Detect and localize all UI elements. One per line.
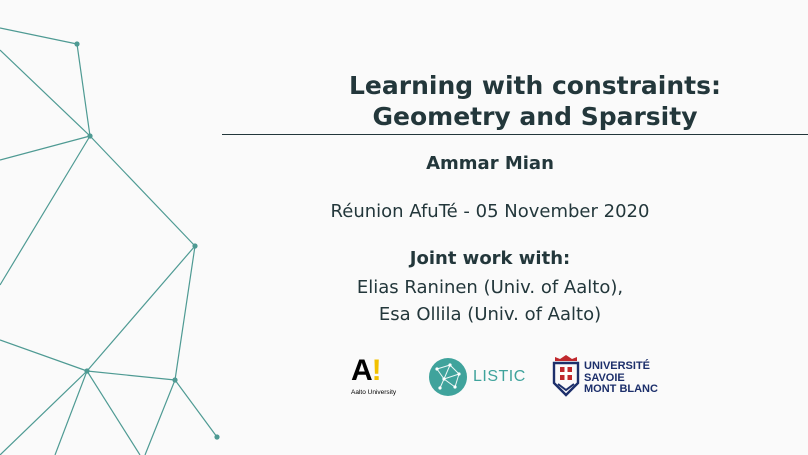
event-info: Réunion AfuTé - 05 November 2020 bbox=[330, 201, 650, 222]
network-edge bbox=[90, 136, 195, 246]
network-edge bbox=[77, 44, 90, 136]
title-rule bbox=[222, 134, 808, 135]
network-node bbox=[84, 368, 89, 373]
network-edge bbox=[0, 136, 90, 285]
network-edge bbox=[0, 50, 90, 136]
network-node bbox=[192, 243, 197, 248]
title-line-2: Geometry and Sparsity bbox=[372, 102, 698, 131]
title-line-1: Learning with constraints: bbox=[349, 71, 721, 100]
network-node bbox=[74, 41, 79, 46]
aalto-logo bbox=[351, 356, 399, 398]
collaborator-2: Esa Ollila (Univ. of Aalto) bbox=[378, 304, 602, 325]
aalto-logo-caption: Aalto University bbox=[351, 389, 397, 396]
author-name: Ammar Mian bbox=[426, 153, 554, 174]
network-edge bbox=[0, 340, 87, 371]
network-edge bbox=[145, 380, 175, 455]
network-edge bbox=[0, 371, 87, 455]
usmb-logo bbox=[552, 355, 672, 399]
network-edge bbox=[87, 371, 140, 455]
network-edge bbox=[55, 371, 87, 455]
network-node bbox=[214, 434, 219, 439]
listic-globe-icon bbox=[428, 357, 468, 397]
network-edge bbox=[175, 380, 217, 437]
joint-work-label: Joint work with: bbox=[409, 248, 571, 269]
listic-logo bbox=[428, 356, 528, 398]
usmb-line: MONT BLANC bbox=[584, 383, 658, 395]
usmb-logo-text bbox=[584, 361, 658, 396]
usmb-shield-icon bbox=[552, 355, 580, 397]
network-edge bbox=[0, 136, 90, 160]
listic-logo-name: LISTIC bbox=[473, 368, 526, 385]
usmb-line: UNIVERSITÉ bbox=[584, 360, 651, 372]
network-node bbox=[87, 133, 92, 138]
usmb-line: SAVOIE bbox=[584, 371, 625, 384]
network-node bbox=[172, 377, 177, 382]
collaborator-1: Elias Raninen (Univ. of Aalto), bbox=[356, 277, 624, 298]
aalto-logo-mark: A! bbox=[351, 354, 381, 387]
network-edge bbox=[0, 28, 77, 44]
network-edge bbox=[87, 371, 175, 380]
